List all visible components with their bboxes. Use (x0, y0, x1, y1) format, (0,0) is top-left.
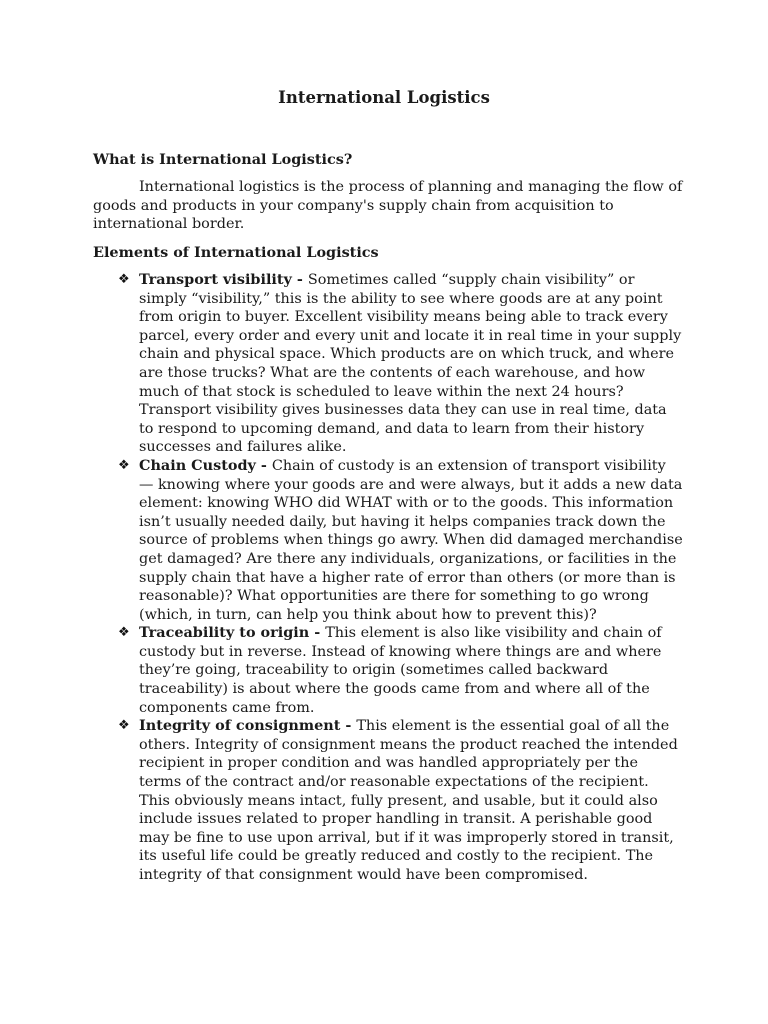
diamond-bullet-icon: ❖ (118, 718, 130, 734)
section-heading-elements: Elements of International Logistics (93, 244, 379, 261)
element-term: Chain Custody - (139, 456, 272, 474)
element-description: This element is the essential goal of all the others. Integrity of consignment means the product reached the intended recipient in proper condition and was handled appropriately per the terms of the contract and/or reasonable expectations of the recipient. This obviously means intact, fully present, and usable, but it could also include issues related to proper handling in transit. A perishable good may be fine to use upon arrival, but if it was improperly stored in transit, its useful life could be greatly reduced and costly to the recipient. The integrity of that consignment would have been compromised. (139, 718, 678, 883)
element-item-traceability-to-origin (93, 624, 683, 717)
element-description: Chain of custody is an extension of transport visibility — knowing where your goods are and were always, but it adds a new data element: knowing WHO did WHAT with or to the goods. This information isn’t usually needed daily, but having it helps companies track down the source of problems when things go awry. When did damaged merchandise get damaged? Are there any individuals, organizations, or facilities in the supply chain that have a higher rate of error than others (or more than is reasonable)? What opportunities are there for something to go wrong (which, in turn, can help you think about how to prevent this)? (139, 457, 683, 623)
element-term: Integrity of consignment - (139, 717, 357, 735)
element-item-integrity-of-consignment (93, 717, 683, 884)
element-item-transport-visibility (93, 271, 683, 457)
intro-paragraph: International logistics is the process of planning and managing the flow of goods and products in your company's supply chain from acquisition to international border. (93, 179, 683, 233)
section-heading-what-is: What is International Logistics? (93, 151, 353, 168)
diamond-bullet-icon: ❖ (118, 457, 130, 473)
element-description: Sometimes called “supply chain visibility” or simply “visibility,” this is the ability to see where goods are at any point from origin to buyer. Excellent visibility means being able to track every parcel, every order and every unit and locate it in real time in your supply chain and physical space. Which products are on which truck, and where are those trucks? What are the contents of each warehouse, and how much of that stock is scheduled to leave within the next 24 hours? Transport visibility gives businesses data they can use in real time, data to respond to upcoming demand, and data to learn from their history successes and failures alike. (139, 272, 682, 456)
document-title: International Logistics (278, 88, 490, 107)
diamond-bullet-icon: ❖ (118, 625, 130, 641)
element-item-chain-custody (93, 457, 683, 624)
elements-list (93, 271, 683, 885)
element-term: Transport visibility - (139, 271, 308, 288)
element-term: Traceability to origin - (139, 624, 326, 642)
element-description: This element is also like visibility and chain of custody but in reverse. Instead of knowing where things are and where they’re going, traceability to origin (sometimes called backward traceability) is about where the goods came from and where all of the components came from. (139, 625, 662, 716)
diamond-bullet-icon: ❖ (118, 272, 130, 287)
